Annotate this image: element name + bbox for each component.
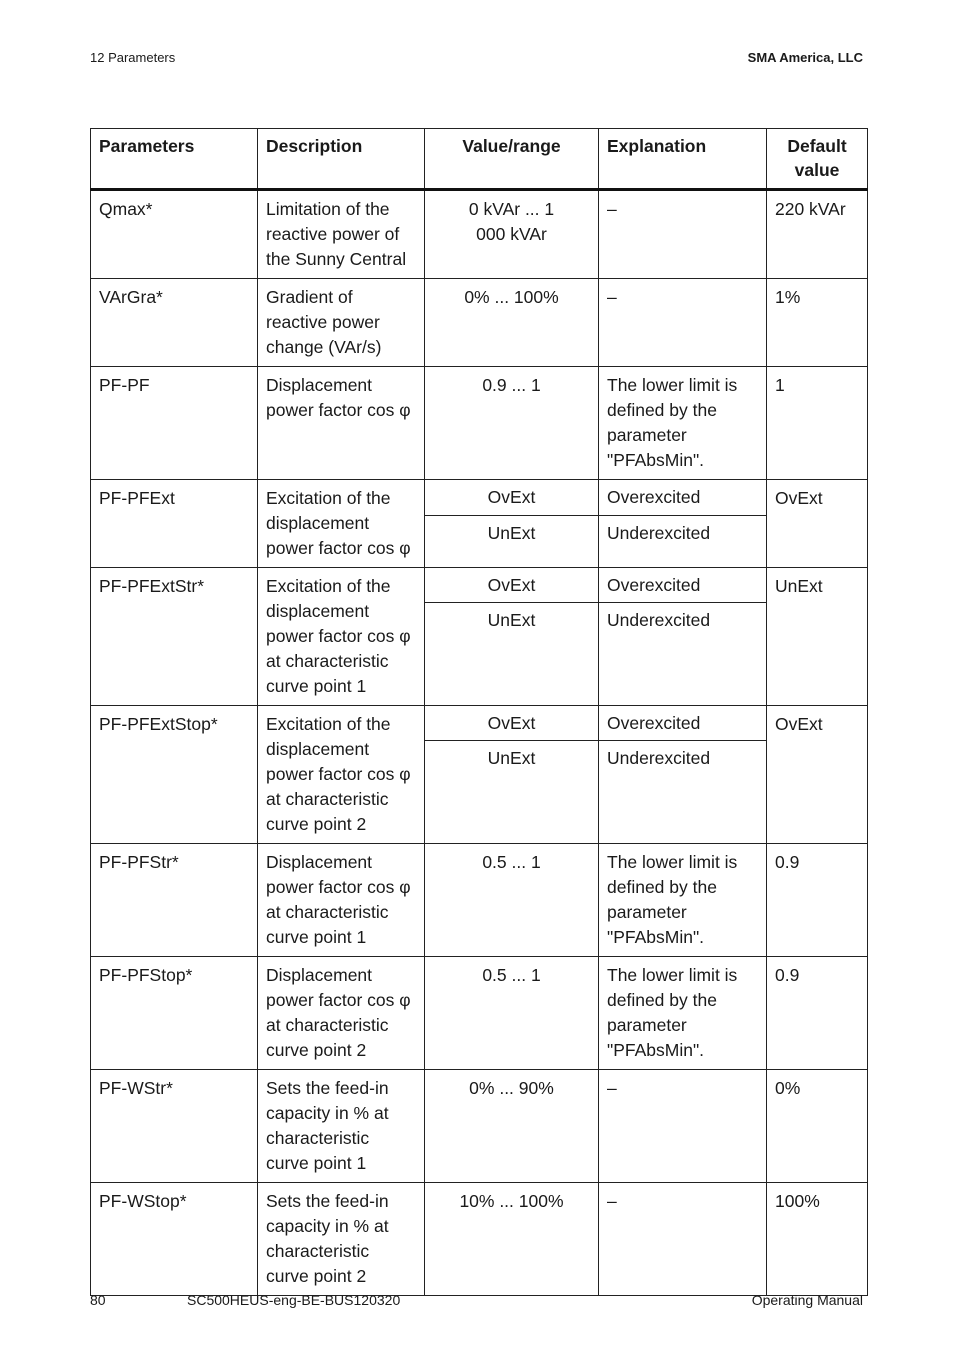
value-option-cell: OvExt [425, 706, 599, 741]
table-row [91, 279, 868, 367]
table-row [91, 957, 868, 1070]
value-option-cell: UnExt [425, 515, 599, 567]
table-row [91, 844, 868, 957]
column-header-value-range: Value/range [425, 129, 599, 190]
param-cell: Qmax* [91, 190, 258, 279]
column-header-explanation: Explanation [599, 129, 767, 190]
default-cell: 0.9 [767, 957, 868, 1070]
default-cell: 0.9 [767, 844, 868, 957]
description-cell: Displacement power factor cos φ at characteristic curve point 1 [258, 844, 425, 957]
description-cell: Displacement power factor cos φ [258, 367, 425, 480]
running-header-company: SMA America, LLC [747, 50, 863, 65]
value-option-cell: UnExt [425, 741, 599, 844]
explanation-option-cell: Overexcited [599, 480, 767, 516]
explanation-cell: The lower limit is defined by the parameter "PFAbsMin". [599, 367, 767, 480]
table-row [91, 1183, 868, 1296]
explanation-cell: – [599, 1070, 767, 1183]
param-cell: VArGra* [91, 279, 258, 367]
column-header-description: Description [258, 129, 425, 190]
explanation-cell: – [599, 190, 767, 279]
table-row [91, 190, 868, 279]
description-cell: Displacement power factor cos φ at characteristic curve point 2 [258, 957, 425, 1070]
param-cell: PF-WStr* [91, 1070, 258, 1183]
table-row [91, 1070, 868, 1183]
explanation-cell: The lower limit is defined by the parameter "PFAbsMin". [599, 957, 767, 1070]
default-cell: 0% [767, 1070, 868, 1183]
description-cell: Excitation of the displacement power factor cos φ at characteristic curve point 2 [258, 706, 425, 844]
description-cell: Excitation of the displacement power factor cos φ [258, 480, 425, 568]
value-option-cell: OvExt [425, 568, 599, 603]
explanation-cell: – [599, 279, 767, 367]
value-option-cell: UnExt [425, 603, 599, 706]
value-range-cell: 0.5 ... 1 [425, 844, 599, 957]
default-cell: UnExt [767, 568, 868, 706]
document-id: SC500HEUS-eng-BE-BUS120320 [187, 1292, 401, 1308]
value-range-cell: 0.5 ... 1 [425, 957, 599, 1070]
parameters-table [90, 128, 868, 1296]
param-cell: PF-PFExtStr* [91, 568, 258, 706]
value-range-cell: 10% ... 100% [425, 1183, 599, 1296]
value-range-cell: 0 kVAr ... 1 000 kVAr [425, 190, 599, 279]
column-header-parameters: Parameters [91, 129, 258, 190]
explanation-option-cell: Overexcited [599, 706, 767, 741]
default-cell: 1 [767, 367, 868, 480]
default-cell: OvExt [767, 480, 868, 568]
table-row [91, 367, 868, 480]
value-range-cell: 0% ... 100% [425, 279, 599, 367]
value-range-cell: 0.9 ... 1 [425, 367, 599, 480]
value-range-cell: 0% ... 90% [425, 1070, 599, 1183]
description-cell: Excitation of the displacement power factor cos φ at characteristic curve point 1 [258, 568, 425, 706]
default-cell: OvExt [767, 706, 868, 844]
explanation-option-cell: Underexcited [599, 603, 767, 706]
explanation-option-cell: Underexcited [599, 515, 767, 567]
running-header-section: 12 Parameters [90, 50, 176, 65]
value-option-cell: OvExt [425, 480, 599, 516]
column-header-default-value: Default value [767, 129, 868, 190]
param-cell: PF-PFExtStop* [91, 706, 258, 844]
param-cell: PF-PFStr* [91, 844, 258, 957]
table-header-row [91, 129, 868, 190]
description-cell: Gradient of reactive power change (VAr/s) [258, 279, 425, 367]
explanation-cell: The lower limit is defined by the parameter "PFAbsMin". [599, 844, 767, 957]
description-cell: Sets the feed-in capacity in % at characteristic curve point 1 [258, 1070, 425, 1183]
description-cell: Limitation of the reactive power of the Sunny Central [258, 190, 425, 279]
param-cell: PF-PF [91, 367, 258, 480]
footer-manual-title: Operating Manual [751, 1292, 863, 1308]
description-cell: Sets the feed-in capacity in % at characteristic curve point 2 [258, 1183, 425, 1296]
param-cell: PF-WStop* [91, 1183, 258, 1296]
explanation-option-cell: Overexcited [599, 568, 767, 603]
default-cell: 1% [767, 279, 868, 367]
table-row [91, 706, 868, 741]
table-row [91, 568, 868, 603]
param-cell: PF-PFStop* [91, 957, 258, 1070]
page-number: 80 [90, 1292, 106, 1308]
default-cell: 220 kVAr [767, 190, 868, 279]
param-cell: PF-PFExt [91, 480, 258, 568]
explanation-cell: – [599, 1183, 767, 1296]
explanation-option-cell: Underexcited [599, 741, 767, 844]
table-row [91, 480, 868, 516]
default-cell: 100% [767, 1183, 868, 1296]
